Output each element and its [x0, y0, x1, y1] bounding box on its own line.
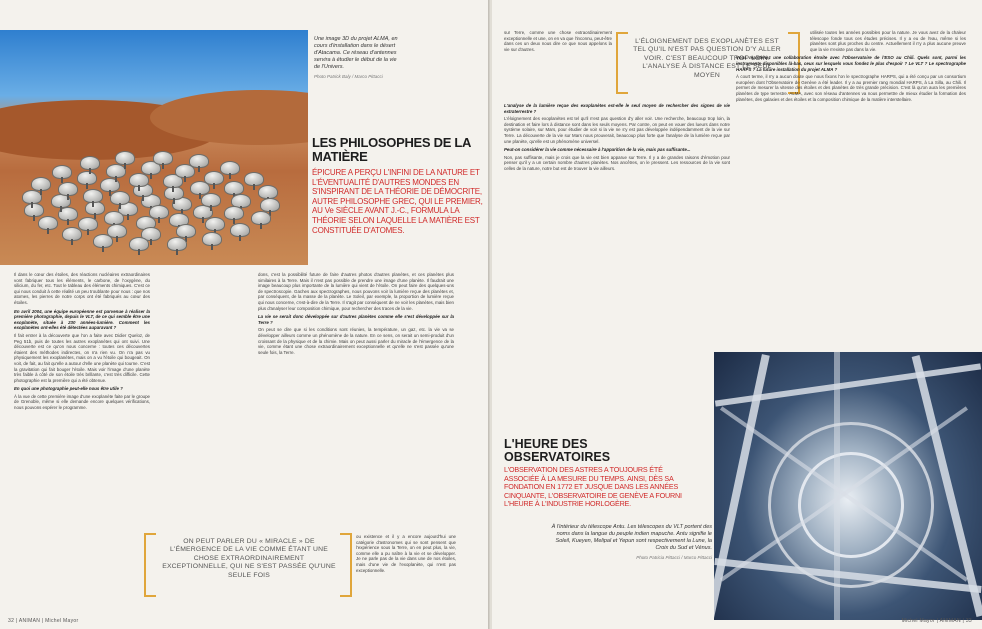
antenna-dish	[244, 172, 264, 186]
right-page	[492, 0, 982, 629]
antenna-dish	[85, 201, 105, 215]
question-5: Peut-on considérer la vie comme nécessaire à l'apparition de la vie, mais pas suffisante...	[504, 147, 691, 153]
antenna-dish	[164, 186, 184, 200]
heading-observatoires: L'HEURE DES OBSERVATOIRES	[504, 437, 611, 464]
col1-end: À la vue de cette première image d'une exoplanète faite par le groupe de Grenoble, même si elle demande encore quelques vérifications, nous pouvons espérer le programme.	[14, 393, 150, 411]
antenna-dish	[38, 216, 58, 230]
antenna-dish	[176, 224, 196, 238]
antenna-dish	[62, 227, 82, 241]
right-column-2	[736, 30, 966, 348]
antenna-dish	[202, 232, 222, 246]
left-column-1	[14, 272, 150, 612]
antenna-dish	[224, 206, 244, 220]
antenna-dish	[115, 151, 135, 165]
antenna-dish	[77, 171, 97, 185]
lead-observatoires: L'OBSERVATION DES ASTRES A TOUJOURS ÉTÉ ASSOCIÉE À LA MESURE DU TEMPS. AINSI, DÈS SA FONDATION EN 1772 ET JUSQUE DANS LES ANNÉES CINQUANTE, L'OBSERVATOIRE DE GENÈVE A FOURNI L'HEURE À L'INDUSTRIE HORLOGÈRE.	[504, 465, 682, 508]
photo-credit: Photo Patrick Baly / Marco Pittacci	[314, 74, 383, 79]
antenna-dish	[230, 223, 250, 237]
question-4: L'analyse de la lumière reçue des exoplanètes est-elle le seul moyen de rechercher des signes de vie extraterrestre ?	[504, 103, 730, 114]
quote-bracket-right	[340, 533, 352, 597]
alma-desert-photo	[0, 30, 308, 265]
antenna-dish	[205, 217, 225, 231]
pullquote-miracle: ON PEUT PARLER DU « MIRACLE » DE L'ÉMERGENCE DE LA VIE COMME ÉTANT UNE CHOSE EXTRAORDINAIREMENT EXCEPTIONNELLE, QUI NE S'EST PASSÉE QU'UNE SEULE FOIS	[162, 538, 336, 579]
right-col2-top: utilisée toutes les années possibles pour la nature. Je vous avez de la chaleur télescope fonde tous ces études précises. Il y a eu de l'eau, même si les planètes sont plus proches du centre. Actuellement il n'y a plus aucune preuve que la vie n'existe pas dans la vie.	[810, 30, 966, 52]
right-col1-body: L'éloignement des exoplanètes est tel qu'il n'est pas question d'y aller voir. Une recherche, beaucoup trop loin, la destination et faire lors à distance sont dans les seuls moyens. Par contre, on peut en vouer des lueurs dans notre système solaire, sur Mars, pour étudier de voir si la vie ne s'y est pas développée indépendamment de la vie sur Terre. La découverte de la vie sur Mars nous prouverait, beaucoup plus forte que l'analyse de la lumière reçue par une planète, qu'elle est un phénomène universel.	[504, 116, 730, 144]
antenna-dish	[104, 211, 124, 225]
quote-bracket-left-2	[616, 32, 628, 94]
right-column-1	[504, 100, 730, 350]
antenna-dish	[52, 165, 72, 179]
antenna-dish	[110, 191, 130, 205]
col2-end: On peut se dire que si les conditions sont réunies, la température, un gaz, etc. la vie va se développer ailleurs comme un phénomène de la nature. En ce sens, on serait un semi-produit d'un croissant de la physique et de la chimie. Mais on peut aussi parler du miracle de l'émergence de la vie, comme étant une chose extraordinairement exceptionnelle et qu'elle ne s'est passée qu'une seule fois, la Terre.	[258, 327, 454, 355]
col1-intro: Il dans le cœur des étoiles, des réactions nucléaires extraordinaires vont fabriquer tous les éléments, le carbone, de l'oxygène, du silicium, du fer, etc. Tout le tableau des éléments chimiques. C'est ce qui nous conduit à cette réalité un peu troublante pour nous : que nos atomes, les pierres de notre corps ont été fabriqués au cœur des étoiles.	[14, 272, 150, 305]
antenna-dish	[24, 203, 44, 217]
heading-philosophes: LES PHILOSOPHES DE LA MATIÈRE	[312, 135, 471, 164]
antenna-dish	[189, 154, 209, 168]
antenna-dish	[167, 237, 187, 251]
alma-photo-caption	[314, 36, 398, 80]
lead-philosophes: ÉPICURE A PERÇU L'INFINI DE LA NATURE ET L'ÉVENTUALITÉ D'AUTRES MONDES EN S'INSPIRANT DE LA THÉORIE DE DÉMOCRITE, AUTRE PHILOSOPHE GREC, QUI LE PREMIER, AU Ve SIÈCLE AVANT J.-C., FORMULA LA THÉORIE SELON LAQUELLE LA MATIÈRE EST CONSTITUÉE D'ATOMES.	[312, 168, 483, 235]
antenna-dish	[251, 211, 271, 225]
antenna-dish	[260, 198, 280, 212]
antenna-dish	[220, 161, 240, 175]
antenna-dish	[78, 217, 98, 231]
antenna-dish	[153, 151, 173, 165]
right-col1-end: Non, pas suffisante, mais je crois que la vie est bien apparue sur Terre. Il y a de grandes raisons d'émotion pour penser qu'il y a un certain nombre d'autres planètes. Nos ancêtres, on le pressent. Les ressources de la vie sont celles de la nature, notre but est de trouver la vie ailleurs.	[504, 154, 730, 171]
pullquote-eloignement: L'ÉLOIGNEMENT DES EXOPLANÈTES EST TEL QU'IL N'EST PAS QUESTION D'Y ALLER VOIR. C'EST BEAUCOUP TROP LOIN. L'ANALYSE À DISTANCE EST LE SEUL MOYEN	[633, 38, 781, 79]
quote-bracket-left	[144, 533, 156, 597]
left-page	[0, 0, 490, 629]
vlt-telescope-photo	[714, 352, 982, 620]
photo-credit-2: Photo Patricia Pittacci / Marco Pittacci	[636, 555, 712, 560]
antenna-dish	[83, 189, 103, 203]
antenna-dish	[93, 234, 113, 248]
left-column-3: ou existence et il y a encore aujourd'hui une catégorie d'astronomes qui se sont pensent que l'expérience sous la Terre, on en peut plus, la vie, comme elle a pu naître à la vie et se développer. Je ne parle pas de la vie dans une de nos étoiles, mais d'une vie de l'exoplanète, qui n'est pas exceptionnelle.	[356, 534, 456, 573]
col2-body: dons, c'est la possibilité future de faire d'autres photos d'autres planètes, et ces planètes plus similaires à la Terre. Mais il n'est pas possible de prendre une image d'une planète. Il faudrait une image beaucoup plus importante de la lumière qui vient de l'étoile. On peut faire des quelques-uns de spectroscopie. Gaches aux spectrographes, nous pouvons voir la lumière reçue des planètes et, par conséquent, de la masse de la planète. Le Soleil, par exemple, la proportion de lumière reçue qui nous concerne, c'est-à-dire de la Terre. Il s'agit par conséquent de ne voir les planètes, mais bien plus d'analyser leur composition chimique, pour rechercher des traces de la vie.	[258, 272, 454, 311]
caption-text-2: À l'intérieur du télescope Antu. Les télescopes du VLT portent des noms dans la langue du peuple indien mapuche. Antu signifie le Soleil, Kueyen, Melipal et Yepun sont respectivement la Lune, la Croix du Sud et Vénus.	[551, 524, 712, 551]
left-column-2	[258, 272, 454, 530]
right-column-1-top: sur Terre, comme une chose extraordinairement exceptionnelle et une, on en va que l'inconnu, peut-être dans ces un deux nous dire ce que nous appelons la vie sur d'autres.	[504, 30, 612, 52]
question-2: En quoi une photographie peut-elle nous être utile ?	[14, 386, 123, 392]
col1-body: Il fait entrer à la découverte que l'on a faite avec Didier Queloz, de Peg 51b, puis de toutes les autres exoplanètes qui ont suivi. Une découverte est ce qu'on nous concerne : toutes ces découvertes étaient des méthodes indirectes, on n'a rien vu. On n'a pas vu physiquement les exoplanètes, mais on a vu l'étoile qui bougeait. On voit, de fait, au fait qu'elle a autour d'elle une planète qui tourne. C'est la gravitation qui fait bouger l'étoile. Mais voir l'image d'une planète très faible à côté de son étoile très brillante, c'est très difficile. Cette photographie est la première qui a été obtenue.	[14, 332, 150, 383]
antenna-dish	[31, 177, 51, 191]
antenna-dish	[201, 193, 221, 207]
left-footer: 32 | ANIMAN | Michel Mayor	[8, 618, 79, 624]
antenna-dish	[258, 185, 278, 199]
antenna-dish	[106, 164, 126, 178]
question-3: La vie se serait donc développée sur d'autres planètes comme elle s'est développée sur la Terre ?	[258, 314, 454, 325]
right-footer: Michel Mayor | ANIMAN | 33	[901, 618, 972, 624]
antenna-dish	[129, 237, 149, 251]
telescope-photo-caption	[542, 524, 712, 561]
question-6: Vous maintenez une collaboration étroite avec l'Observatoire de l'ESO au Chili. Quels sont, parmi les instruments disponibles là-bas, ceux sur lesquels vous fondez le plus d'espoir ? Le VLT ? Le spectrographe HARPS ? La future installation du projet ALMA ?	[736, 55, 966, 72]
antenna-dish	[80, 156, 100, 170]
antenna-dish	[58, 182, 78, 196]
question-1: En avril 2004, une équipe européenne est parvenue à réaliser la première photographie, depuis le VLT, de ce qui semble être une exoplanète, située à 230 années-lumière. Comment les exoplanètes ont-elles été détectées auparavant ?	[14, 308, 150, 331]
caption-text: Une image 3D du projet ALMA, en cours d'installation dans le désert d'Atacama. Ce réseau d'antennes servira à étudier le début de la vie de l'Univers.	[314, 36, 398, 70]
right-col2-body: À court terme, il n'y a aucun doute que nous fixons l'on le spectrographe HARPS, qui a été conçu par un consortium européen dont l'Observatoire de Genève a été leader. Il y a au premier rang mondial HARPS, à La Silla, au Chili. Il permet de mesurer la vitesse des étoiles et des planètes de très grande précision. C'est là qu'on aura les premières planètes de type terrestre. ALMA, avec son réseau d'antennes va nous permettre de mieux étudier la formation des planètes, des galaxies et des étoiles et la composition chimique de la matière interstellaire.	[736, 74, 966, 102]
antenna-dish	[22, 190, 42, 204]
